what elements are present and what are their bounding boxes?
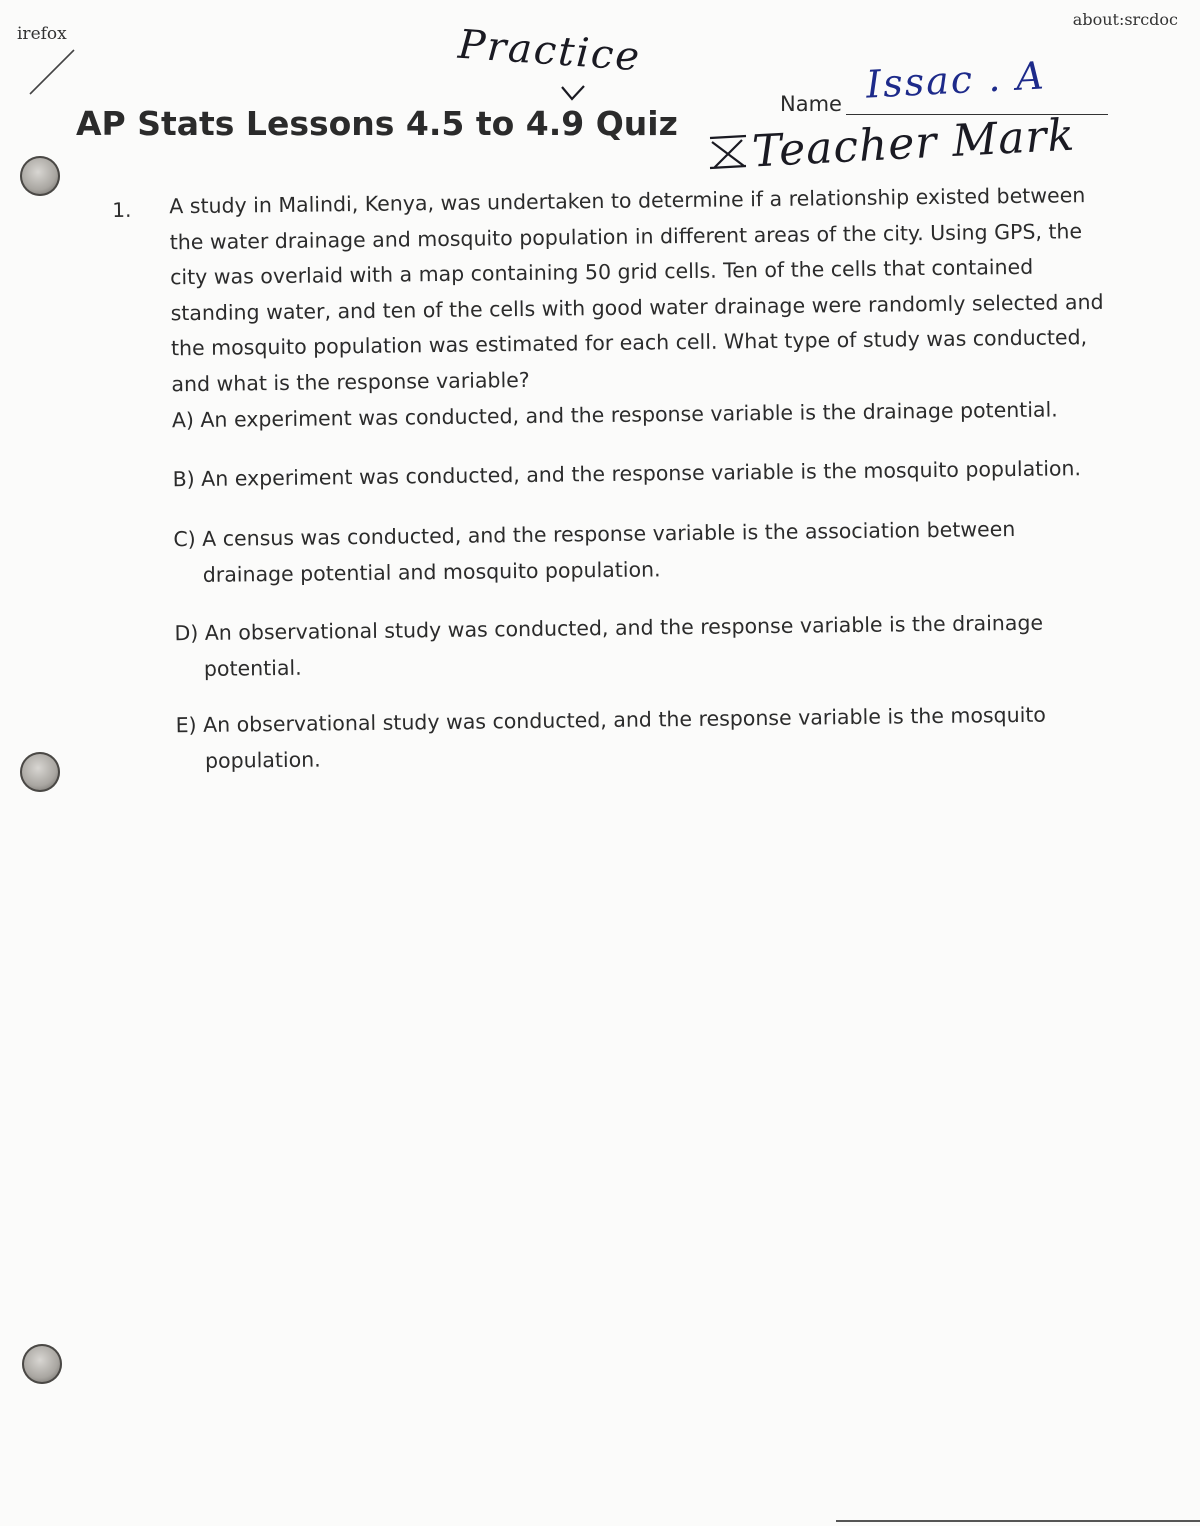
punch-hole — [20, 156, 60, 196]
question-stem: A study in Malindi, Kenya, was undertaken to determine if a relationship existed between the water drainage and mosquito population in different areas of the city. Using GPS, the city was overlaid with a map containing 50 grid cells. Ten of the cells that contained standing water, and ten of the cells with good water drainage were randomly selected and the mosquito population was estimated for each cell. What type of study was conducted, and what is the response variable? — [169, 183, 1104, 396]
handwritten-name: Issac . A — [864, 53, 1047, 107]
answer-option-a: A) An experiment was conducted, and the response variable is the drainage potential. — [171, 397, 1058, 433]
name-label: Name — [780, 92, 842, 116]
checkbox-mark-icon — [706, 132, 750, 172]
question-number: 1. — [112, 197, 132, 222]
question-1 — [112, 170, 1112, 773]
check-mark-icon — [560, 84, 586, 102]
answer-option-e: E) An observational study was conducted, and the response variable is the mosquito population. — [175, 702, 1047, 773]
bottom-rule — [836, 1520, 1200, 1522]
handwritten-teacher-note: Teacher Mark — [750, 109, 1077, 178]
answer-option-c: C) A census was conducted, and the response variable is the association between drainage potential and mosquito population. — [173, 516, 1016, 587]
answer-option-d: D) An observational study was conducted, and the response variable is the drainage potential. — [174, 610, 1044, 681]
url-label: about:srcdoc — [1072, 10, 1178, 29]
punch-hole — [20, 752, 60, 792]
pencil-mark-icon — [26, 44, 82, 100]
punch-hole — [22, 1344, 62, 1384]
quiz-title: AP Stats Lessons 4.5 to 4.9 Quiz — [76, 104, 678, 143]
handwritten-practice: Practice — [456, 21, 643, 81]
answer-option-b: B) An experiment was conducted, and the response variable is the mosquito population. — [172, 456, 1082, 492]
browser-label: irefox — [17, 24, 67, 44]
